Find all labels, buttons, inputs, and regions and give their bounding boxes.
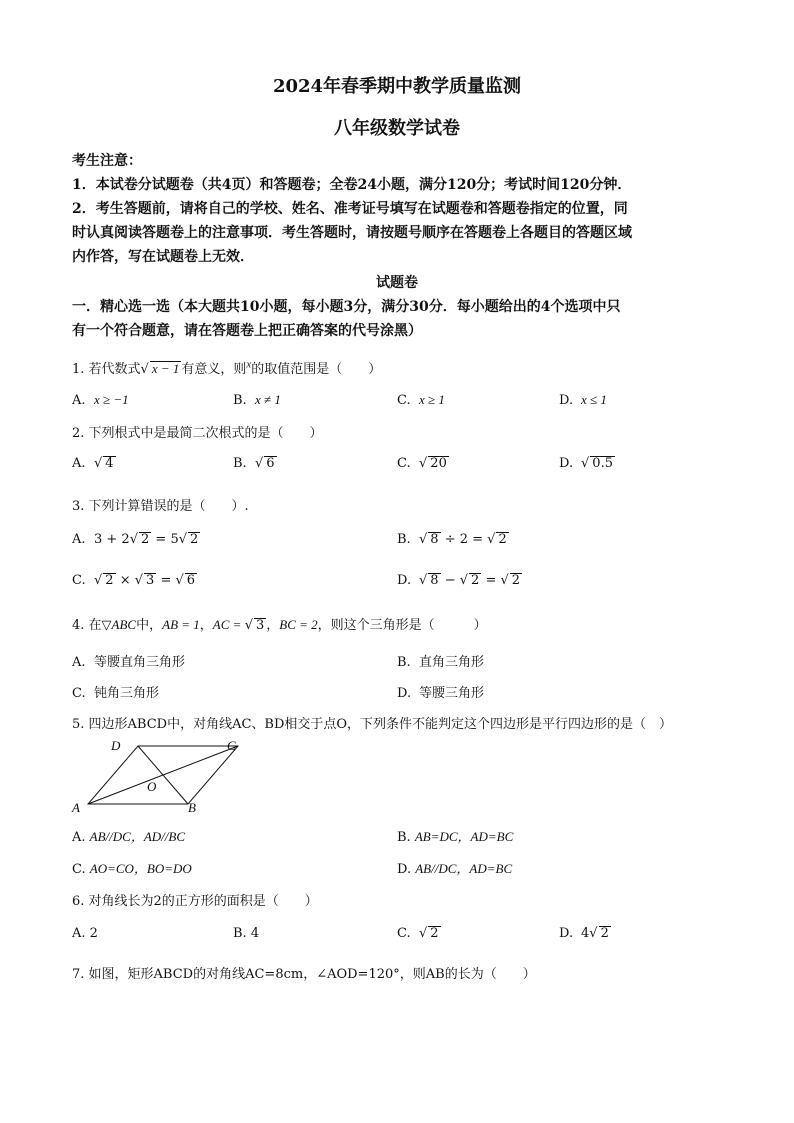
q2-stem: 2. 下列根式中是最简二次根式的是（ ） [72,426,323,441]
vertex-label-b: B [188,800,196,815]
q3-option-b[interactable]: B. √ 8 ÷ 2 = √ 2 [397,532,507,547]
q6-option-a[interactable]: A. 2 [72,926,98,941]
q3-option-c[interactable]: C. √ 2 × √ 3 = √ 6 [72,573,196,588]
q2-option-b[interactable]: B. √ 6 [233,456,275,471]
exam-subtitle: 八年级数学试卷 [334,118,460,139]
notice-p1: 1．本试卷分试题卷（共4页）和答题卷；全卷24小题，满分120分；考试时间120分钟． [72,177,632,193]
q1-option-c[interactable]: C. x ≥ 1 [397,392,445,408]
q6-option-d[interactable]: D. 4√ 2 [559,926,609,941]
part1-heading-line2: 有一个符合题意，请在答题卷上把正确答案的代号涂黑） [72,323,422,339]
q6-stem: 6. 对角线长为2的正方形的面积是（ ） [72,894,318,909]
part1-heading-line1: 一．精心选一选（本大题共10小题，每小题3分，满分30分．每小题给出的4个选项中只 [72,299,621,315]
q3-option-a[interactable]: A. 3 + 2√ 2 = 5√ 2 [72,532,199,547]
q5-option-b[interactable]: B. AB=DC，AD=BC [397,829,514,845]
q5-stem: 5. 四边形ABCD中，对角线AC、BD相交于点O，下列条件不能判定这个四边形是平行四边形的是（ ） [72,717,673,732]
q3-stem: 3. 下列计算错误的是（ ）. [72,499,249,514]
point-label-o: O [147,779,157,794]
q1-stem: 1. 若代数式√ x − 1 有意义，则$^x$的取值范围是（ ） [72,358,382,377]
q1-option-d[interactable]: D. x ≤ 1 [559,392,607,408]
q5-option-d[interactable]: D. AB//DC，AD=BC [397,861,513,877]
q5-option-a[interactable]: A. AB//DC，AD//BC [72,829,186,845]
q4-option-d[interactable]: D. 等腰三角形 [397,686,485,701]
notice-p2-line1: 2．考生答题前，请将自己的学校、姓名、准考证号填写在试题卷和答题卷指定的位置，同 [72,201,628,217]
q5-option-c[interactable]: C. AO=CO，BO=DO [72,861,192,877]
q1-option-b[interactable]: B. x ≠ 1 [233,392,281,408]
q4-option-a[interactable]: A. 等腰直角三角形 [72,655,186,670]
q7-stem: 7. 如图，矩形ABCD的对角线AC=8cm，∠AOD=120°，则AB的长为（ ） [72,967,536,982]
q6-option-c[interactable]: C. √ 2 [397,926,439,941]
q6-option-b[interactable]: B. 4 [233,926,260,941]
vertex-label-c: C [227,738,236,753]
notice-p2-line2: 时认真阅读答题卷上的注意事项．考生答题时，请按题号顺序在答题卷上各题目的答题区域 [72,225,632,241]
exam-title: 2024年春季期中教学质量监测 [272,76,522,97]
section-label: 试题卷 [376,275,418,291]
q2-option-c[interactable]: C. √ 20 [397,456,447,471]
q4-stem: 4. 在▽ABC中，AB = 1，AC = √ 3 ，BC = 2，则这个三角形是（ ） [72,617,487,633]
q2-option-a[interactable]: A. √ 4 [72,456,114,471]
q1-option-a[interactable]: A. x ≥ −1 [72,392,129,408]
q4-option-b[interactable]: B. 直角三角形 [397,655,485,670]
parallelogram-figure [66,734,246,816]
q4-option-c[interactable]: C. 钝角三角形 [72,686,160,701]
diagonal-bd [138,746,188,804]
q3-option-d[interactable]: D. √ 8 − √ 2 = √ 2 [397,573,521,588]
q2-option-d[interactable]: D. √ 0.5 [559,456,613,471]
notice-p2-line3: 内作答，写在试题卷上无效． [72,249,254,265]
vertex-label-a: A [72,800,80,815]
vertex-label-d: D [111,738,121,753]
notice-heading: 考生注意： [72,153,142,169]
